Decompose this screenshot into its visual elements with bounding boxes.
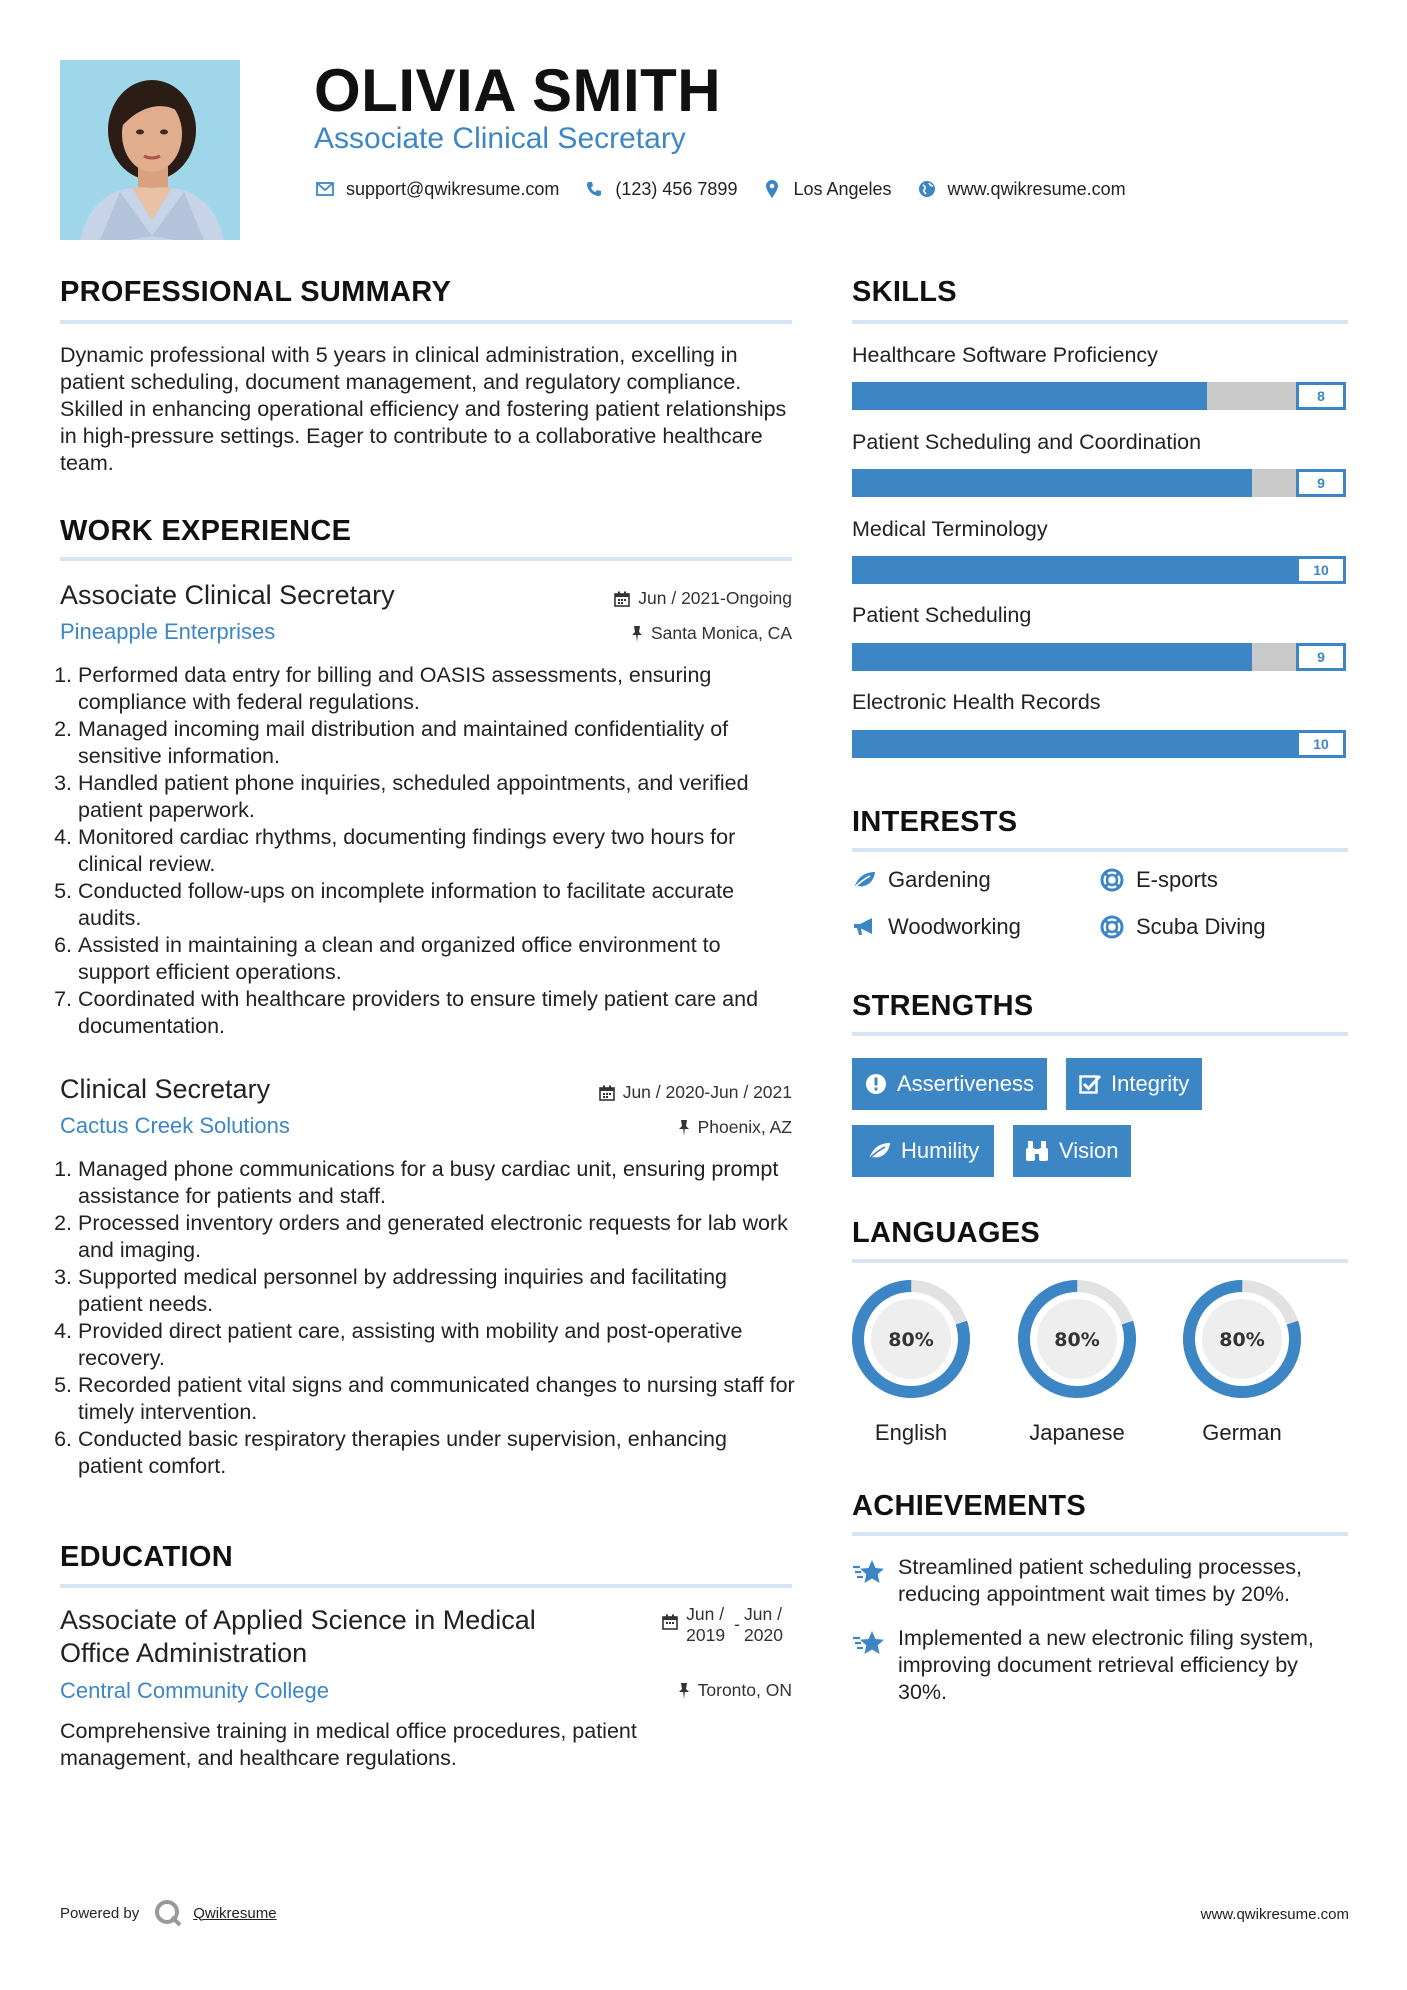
skill-label: Medical Terminology <box>852 517 1048 541</box>
degree-line-2: Office Administration <box>60 1638 308 1668</box>
list-item: 6. Conducted basic respiratory therapies under supervision, enhancing patient comfort. <box>78 1426 795 1480</box>
contact-bar <box>314 178 1150 200</box>
job-title-1: Associate Clinical Secretary <box>60 580 395 610</box>
strength-label: Assertiveness <box>897 1071 1034 1096</box>
achievement-text: Streamlined patient scheduling processes, reducing appointment wait times by 20%. <box>898 1555 1302 1606</box>
profile-photo-illustration <box>60 60 240 240</box>
skill-bar-fill <box>852 469 1252 497</box>
list-item: 1. Performed data entry for billing and OASIS assessments, ensuring compliance with federal regulations. <box>78 662 795 716</box>
skill-bar <box>852 643 1346 671</box>
skills-heading: SKILLS <box>852 276 957 308</box>
language-label: English <box>874 1420 948 1445</box>
summary-text: Dynamic professional with 5 years in clinical administration, excelling in patient scheduling, document management, and regulatory compliance. Skilled in enhancing operational efficiency and fostering patient relationships in high-pressure settings. Eager to contribute to a collaborative healthcare team. <box>60 343 787 475</box>
interests-divider <box>852 848 1348 852</box>
education-location <box>678 1680 792 1701</box>
job-duties-2 <box>60 1156 795 1480</box>
languages-divider <box>852 1259 1348 1263</box>
job-entry-1 <box>60 580 792 645</box>
summary-divider <box>60 320 792 324</box>
list-item: 5. Recorded patient vital signs and communicated changes to nursing staff for timely intervention. <box>78 1372 795 1426</box>
edu-date-start-month: Jun / <box>686 1604 725 1624</box>
skill-label: Electronic Health Records <box>852 690 1101 714</box>
calendar-icon <box>599 1085 615 1101</box>
education-location-text: Toronto, ON <box>697 1680 792 1700</box>
edu-date-separator: - <box>734 1614 740 1634</box>
language-item-english <box>849 1277 973 1446</box>
strengths-heading: STRENGTHS <box>852 990 1034 1022</box>
strength-badge-assertiveness <box>852 1058 1047 1110</box>
interest-label: E-sports <box>1136 867 1218 892</box>
education-date <box>662 1604 792 1646</box>
list-item: 7. Coordinated with healthcare providers to ensure timely patient care and documentation. <box>78 986 795 1040</box>
achievement-item-2 <box>852 1625 1352 1706</box>
star-icon <box>852 1554 898 1608</box>
experience-heading: WORK EXPERIENCE <box>60 515 352 547</box>
strength-badge-vision <box>1013 1125 1131 1177</box>
strength-label: Integrity <box>1111 1071 1190 1096</box>
skill-bar-fill <box>852 382 1207 410</box>
exclamation-circle-icon <box>865 1073 887 1095</box>
interest-label: Woodworking <box>888 914 1021 939</box>
language-label: German <box>1202 1420 1282 1445</box>
contact-phone[interactable] <box>583 178 737 200</box>
language-progress-ring <box>1180 1277 1304 1401</box>
qwikresume-logo-icon <box>153 1898 183 1928</box>
job-duties-1 <box>60 662 795 1040</box>
education-divider <box>60 1584 792 1588</box>
check-square-icon <box>1079 1073 1101 1095</box>
strength-label: Vision <box>1059 1138 1119 1163</box>
interest-item-woodworking <box>850 913 1021 941</box>
job-location-2 <box>678 1117 792 1138</box>
pushpin-icon <box>678 1120 690 1136</box>
school-name: Central Community College <box>60 1678 329 1703</box>
edu-date-start <box>686 1604 734 1646</box>
skill-label: Patient Scheduling and Coordination <box>852 430 1202 454</box>
education-heading: EDUCATION <box>60 1541 233 1573</box>
qwikresume-link[interactable]: Qwikresume <box>193 1904 277 1922</box>
calendar-icon <box>614 591 630 607</box>
contact-location <box>761 178 891 200</box>
language-percent: 80% <box>1219 1329 1265 1351</box>
skill-bar <box>852 382 1346 410</box>
leaf-icon <box>850 866 878 894</box>
list-item: 2. Processed inventory orders and generated electronic requests for lab work and imaging. <box>78 1210 795 1264</box>
website-text: www.qwikresume.com <box>947 178 1126 199</box>
globe-icon <box>916 178 938 200</box>
job-company-1: Pineapple Enterprises <box>60 619 276 644</box>
leaf-icon <box>867 1141 891 1161</box>
edu-date-start-year: 2019 <box>686 1625 726 1645</box>
pushpin-icon <box>678 1683 690 1699</box>
list-item: 4. Provided direct patient care, assisting with mobility and post-operative recovery. <box>78 1318 795 1372</box>
achievement-text: Implemented a new electronic filing system, improving document retrieval efficiency by 30%. <box>898 1626 1314 1704</box>
list-item: 5. Conducted follow-ups on incomplete information to facilitate accurate audits. <box>78 878 795 932</box>
job-date-2 <box>599 1082 792 1103</box>
list-item: 2. Managed incoming mail distribution and maintained confidentiality of sensitive information. <box>78 716 795 770</box>
language-percent: 80% <box>1054 1329 1100 1351</box>
skill-bar-fill <box>852 643 1252 671</box>
contact-email[interactable] <box>314 178 559 200</box>
powered-by-text: Powered by <box>60 1904 140 1922</box>
star-icon <box>852 1625 898 1706</box>
interest-item-gardening <box>850 866 991 894</box>
candidate-name: OLIVIA SMITH <box>314 57 722 124</box>
calendar-icon <box>662 1614 678 1630</box>
job-location-1 <box>631 623 792 644</box>
language-item-german <box>1180 1277 1304 1446</box>
achievements-heading: ACHIEVEMENTS <box>852 1490 1087 1522</box>
language-item-japanese <box>1015 1277 1139 1446</box>
language-label: Japanese <box>1029 1420 1125 1445</box>
skill-rating-badge: 9 <box>1296 643 1346 671</box>
languages-heading: LANGUAGES <box>852 1217 1040 1249</box>
language-progress-ring <box>849 1277 973 1401</box>
skill-rating-badge: 10 <box>1296 730 1346 758</box>
job-company-2: Cactus Creek Solutions <box>60 1113 290 1138</box>
education-entry <box>60 1604 792 1704</box>
envelope-icon <box>314 178 336 200</box>
strengths-divider <box>852 1032 1348 1036</box>
list-item: 1. Managed phone communications for a busy cardiac unit, ensuring prompt assistance for patients and staff. <box>78 1156 795 1210</box>
lifebuoy-icon <box>1098 913 1126 941</box>
lifebuoy-icon <box>1098 866 1126 894</box>
language-percent: 80% <box>888 1329 934 1351</box>
profile-photo <box>60 60 240 240</box>
interest-label: Gardening <box>888 867 991 892</box>
binoculars-icon <box>1025 1140 1049 1162</box>
strength-badge-humility <box>852 1125 994 1177</box>
phone-text: (123) 456 7899 <box>615 178 738 199</box>
interest-item-esports <box>1098 866 1218 894</box>
job-entry-2 <box>60 1074 792 1139</box>
job-date-1 <box>614 588 792 609</box>
email-text: support@qwikresume.com <box>346 178 560 199</box>
list-item: 4. Monitored cardiac rhythms, documenting findings every two hours for clinical review. <box>78 824 795 878</box>
skill-rating-badge: 10 <box>1296 556 1346 584</box>
skill-rating-badge: 9 <box>1296 469 1346 497</box>
list-item: 3. Handled patient phone inquiries, scheduled appointments, and verified patient paperwork. <box>78 770 795 824</box>
skill-bar-fill <box>852 556 1346 584</box>
skill-label: Patient Scheduling <box>852 603 1032 627</box>
candidate-title: Associate Clinical Secretary <box>314 122 686 155</box>
megaphone-icon <box>850 913 878 941</box>
phone-icon <box>583 178 605 200</box>
degree-line-1: Associate of Applied Science in Medical <box>60 1605 536 1635</box>
skill-label: Healthcare Software Proficiency <box>852 343 1158 367</box>
list-item: 3. Supported medical personnel by addressing inquiries and facilitating patient needs. <box>78 1264 795 1318</box>
contact-website[interactable] <box>916 178 1126 200</box>
job-title-2: Clinical Secretary <box>60 1074 271 1104</box>
summary-heading: PROFESSIONAL SUMMARY <box>60 276 452 308</box>
job-location-text-2: Phoenix, AZ <box>697 1117 792 1137</box>
location-text: Los Angeles <box>793 178 892 199</box>
achievement-item-1 <box>852 1554 1352 1608</box>
skill-bar <box>852 556 1346 584</box>
achievements-divider <box>852 1532 1348 1536</box>
edu-date-end-month: Jun / <box>744 1604 782 1624</box>
skill-bar <box>852 469 1346 497</box>
strength-label: Humility <box>901 1138 980 1163</box>
interest-item-scuba-diving <box>1098 913 1266 941</box>
interest-label: Scuba Diving <box>1136 914 1266 939</box>
pushpin-icon <box>631 626 643 642</box>
skill-bar-fill <box>852 730 1346 758</box>
map-pin-icon <box>761 178 783 200</box>
experience-divider <box>60 557 792 561</box>
strength-badge-integrity <box>1066 1058 1202 1110</box>
footer-powered-by <box>60 1898 277 1928</box>
edu-date-end-year: 2020 <box>744 1625 783 1645</box>
interests-heading: INTERESTS <box>852 806 1018 838</box>
language-progress-ring <box>1015 1277 1139 1401</box>
job-date-text-2: Jun / 2020-Jun / 2021 <box>622 1082 792 1102</box>
skill-bar <box>852 730 1346 758</box>
job-date-text-1: Jun / 2021-Ongoing <box>638 588 792 608</box>
edu-date-end <box>744 1604 792 1646</box>
skills-divider <box>852 320 1348 324</box>
skill-rating-badge: 8 <box>1296 382 1346 410</box>
job-location-text-1: Santa Monica, CA <box>650 623 792 643</box>
list-item: 6. Assisted in maintaining a clean and organized office environment to support efficient operations. <box>78 932 795 986</box>
education-description: Comprehensive training in medical office procedures, patient management, and healthcare regulations. <box>60 1719 637 1770</box>
footer-website[interactable]: www.qwikresume.com <box>1200 1906 1349 1923</box>
